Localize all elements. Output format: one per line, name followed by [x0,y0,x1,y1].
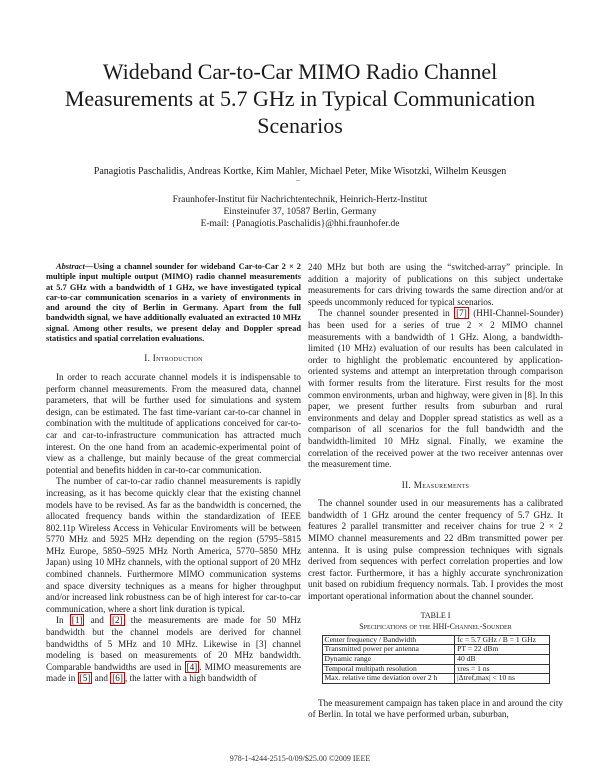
paper-title: Wideband Car-to-Car MIMO Radio Channel Measurements at 5.7 GHz in Typical Communication Scenarios [64,59,536,138]
table-row [322,674,549,684]
section-title: Measurements [413,479,470,490]
table-label: TABLE I [420,610,451,620]
intro-paragraph-2: The number of car-to-car radio channel measurements is rapidly increasing, as it has become quickly clear that the existing channel models have to be revised. As far as the bandwidth is concerned, the allocated frequency bands within the standardization of IEEE 802.11p Wireless Access in Vehicular Enviroments will be between 5770 MHz and 5925 MHz depending on the region (5795–5815 MHz Europe, 5850–5925 MHz North America, 5770–5850 MHz Japan) using 10 MHz channels, with the optional support of 20 MHz combined channels. Furthermore MIMO communication systems and space diversity techniques as a means for higher throughput and/or increased link robustness can be of high interest for car-to-car communication, where a short link duration is typical. [46,476,301,614]
left-column [46,262,301,685]
table-cell-param: Max. relative time deviation over 2 h [322,674,455,684]
table-cell-param: Temporal multipath resolution [322,664,455,674]
table-cell-value: PT = 22 dBm [455,645,549,655]
section-heading-introduction [46,353,301,365]
citation-link-1[interactable]: [1] [71,615,83,626]
citation-link-2[interactable]: [2] [111,615,123,626]
table-cell-value: fc = 5.7 GHz / B = 1 GHz [455,635,549,645]
table-cell-value: τres = 1 ns [455,664,549,674]
section-heading-measurements [308,480,563,492]
affiliation-block [100,194,500,230]
citation-link-4[interactable]: [4] [186,661,198,672]
affiliation-institute: Fraunhofer-Institut für Nachrichtentechnik, Heinrich-Hertz-Institut [172,195,428,205]
citation-link-6[interactable]: [6] [112,673,123,684]
text-run: The channel sounder presented in [318,308,455,319]
specifications-table [322,635,550,684]
text-run: and [84,615,110,626]
abstract-text: —Using a channel sounder for wideband Car-to-Car 2 × 2 multiple input multiple output (MIMO) radio channel measurements at 5.7 GHz with a bandwidth of 1 GHz, we have investigated typical car-to-car communication scenarios in a variety of environments in and around the city of Berlin in Germany. Apart from the full bandwidth signal, we have additionally evaluated an extracted 10 MHz signal. Among other results, we present delay and Doppler spread statistics and spatial correlation evaluations. [46,262,301,344]
abstract-label: Abstract [56,262,85,271]
citation-link-7[interactable]: [7] [456,308,467,319]
table-cell-value: 40 dB [455,655,549,665]
affiliation-address: Einsteinufer 37, 10587 Berlin, Germany [223,207,377,217]
text-run: In [56,615,70,626]
text-run: , the latter with a high bandwidth of [124,673,257,684]
abstract [46,262,301,344]
section-number: I. [144,353,151,364]
table-cell-value: |Δtref,max| < 10 ns [455,674,549,684]
intro-paragraph-3 [46,615,301,685]
section-title: Introduction [152,353,203,364]
table-row [322,655,549,665]
author-list: Panagiotis Paschalidis, Andreas Kortke, Kim Mahler, Michael Peter, Mike Wisotzki, Wilhelm Keusgen [93,166,507,177]
sounder-paragraph [308,308,563,470]
table-cell-param: Center frequency / Bandwidth [322,635,455,645]
text-run: . MIMO measurements are made in [46,661,301,684]
table-caption: Specifications of the HHI-Channel-Sounder [359,622,512,632]
table-cell-param: Transmitted power per antenna [322,645,455,655]
continued-paragraph: 240 MHz but both are using the “switched-array” principle. In addition a majority of publications on this subject undertake measurements for cars driving towards the same direction and/or at speeds uncommonly reduced for typical scenarios. [308,262,563,307]
affiliation-email: E-mail: {Panagiotis.Paschalidis}@hhi.fraunhofer.de [200,219,400,229]
citation-link-5[interactable]: [5] [79,673,91,684]
section-number: II. [401,479,412,490]
text-run: the measurements are made for 50 MHz bandwidth but the channel models are derived for channel bandwidths of 5 MHz and 10 MHz. Likewise in [3] channel modeling is based on measurements of 20 MHz bandwidth. Comparable bandwidths are used in [46,615,302,672]
author-mark: – [296,175,300,184]
intro-paragraph-1: In order to reach accurate channel models it is indispensable to perform channel measurements. From the measured data, channel parameters, that will be further used for simulations and system design, can be estimated. The fast time-variant car-to-car channel in combination with the multitude of applications conceived for car-to-car and car-to-infrastructure communication has attracted much interest. On the one hand from an academic-experimental point of view as a challenge, but mainly because of the great commercial potential and benefits hidden in car-to-car communication. [46,371,301,475]
copyright-footer: 978-1-4244-2515-0/09/$25.00 ©2009 IEEE [229,754,371,763]
measurements-paragraph-2: The measurement campaign has taken place in and around the city of Berlin. In total we have performed urban, suburban, [308,697,563,720]
text-run: (HHI-Channel-Sounder) has been used for a series of true 2 × 2 MIMO channel measurements with a bandwidth of 1 GHz. Along, a bandwidth-limited (10 MHz) evaluation of our results has been calculated in order to highlight the problematic encountered by application-oriented systems and attempt an interpretation through comparison with former results from the literature. First results for the most common environments, urban and highway, were given in [8]. In this paper, we present further results from suburban and rural environments and delay and Doppler spread statistics as well as a comparison of all scenarios for the full bandwidth and the bandwidth-limited 10 MHz signal. Finally, we examine the correlation of the received power at the two receiver antennas over the measurement time. [308,308,563,470]
measurements-paragraph-1: The channel sounder used in our measurements has a calibrated bandwidth of 1 GHz around the center frequency of 5.7 GHz. It features 2 parallel transmitter and receiver chains for true 2 × 2 MIMO channel measurements and 22 dBm transmitted power per antenna. It is using pulse compression techniques with signals derived from sequences with perfect correlation properties and low crest factor. Furthermore, it has a highly accurate synchronization unit based on rubidium frequency normals. Tab. I provides the most important operational information about the channel sounder. [308,498,563,602]
table-cell-param: Dynamic range [322,655,455,665]
right-column [308,262,563,721]
text-run: and [92,673,111,684]
